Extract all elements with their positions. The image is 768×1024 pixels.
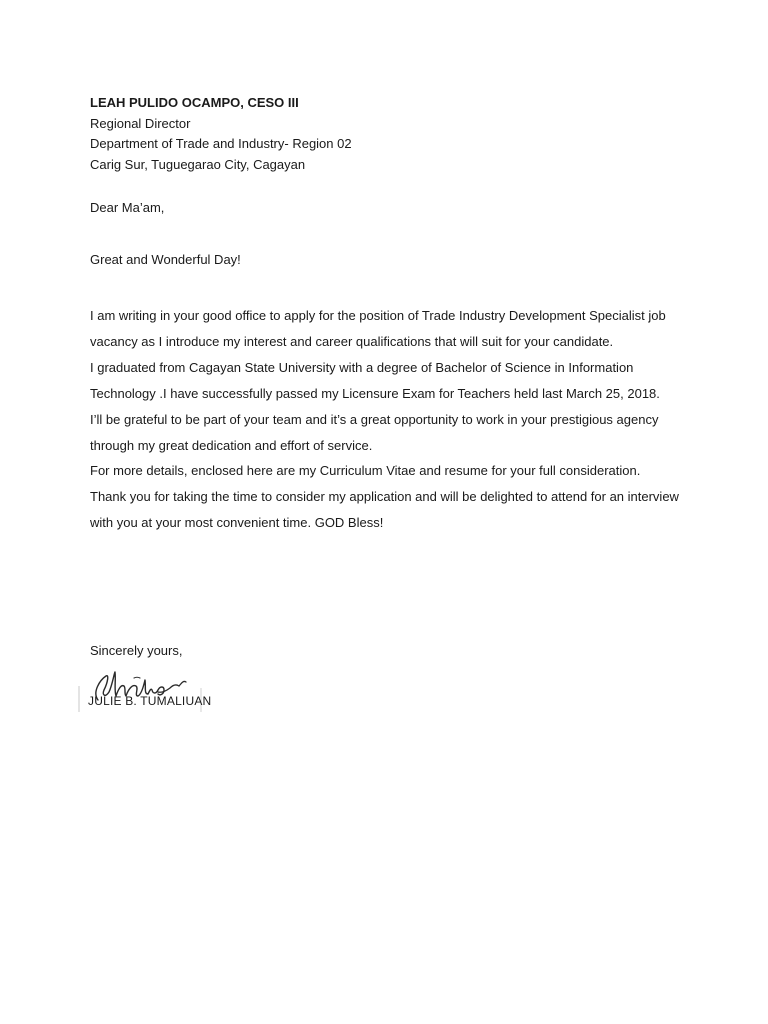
recipient-block	[90, 93, 352, 175]
body-line: through my great dedication and effort of service.	[90, 437, 373, 453]
recipient-title: Regional Director	[90, 115, 191, 131]
body-line: I graduated from Cagayan State University with a degree of Bachelor of Science in Information	[90, 359, 634, 375]
body-line: Thank you for taking the time to consider my application and will be delighted to attend for an interview	[90, 489, 679, 505]
recipient-name: LEAH PULIDO OCAMPO, CESO III	[90, 95, 299, 110]
body-line: Technology .I have successfully passed my Licensure Exam for Teachers held last March 25, 2018.	[90, 385, 660, 401]
signature-block	[78, 660, 212, 714]
greeting: Great and Wonderful Day!	[90, 252, 241, 267]
body-line: I am writing in your good office to apply for the position of Trade Industry Development Specialist job	[90, 308, 666, 323]
closing: Sincerely yours,	[90, 643, 183, 658]
letter-body	[90, 303, 690, 536]
salutation: Dear Ma’am,	[90, 200, 165, 215]
body-line: vacancy as I introduce my interest and career qualifications that will suit for your candidate.	[90, 333, 614, 349]
body-line: For more details, enclosed here are my Curriculum Vitae and resume for your full consideration.	[90, 463, 641, 479]
recipient-address: Carig Sur, Tuguegarao City, Cagayan	[90, 156, 306, 172]
recipient-department: Department of Trade and Industry- Region 02	[90, 136, 352, 151]
body-line: I’ll be grateful to be part of your team and it’s a great opportunity to work in your prestigious agency	[90, 411, 659, 427]
body-line: with you at your most convenient time. GOD Bless!	[90, 515, 384, 531]
signer-name: JULIE B. TUMALIUAN	[88, 694, 212, 708]
